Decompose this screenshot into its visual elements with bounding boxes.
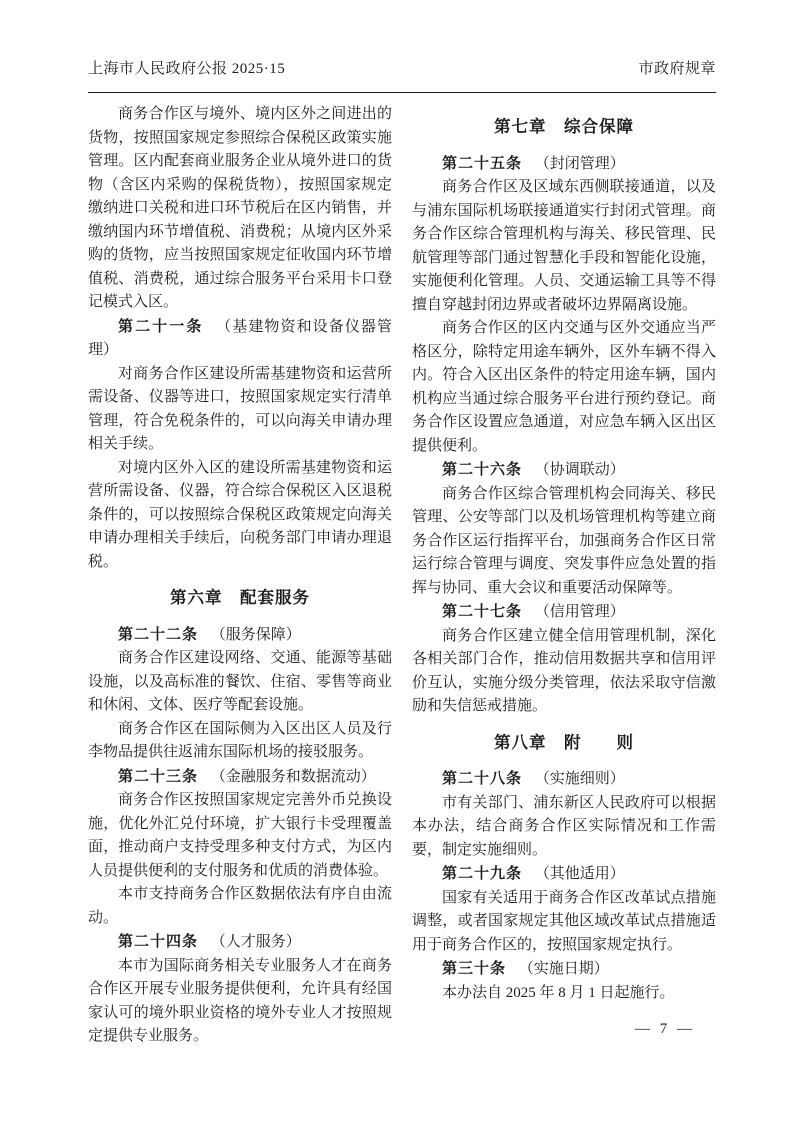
article-title: （基建物资和设备仪器管理） bbox=[88, 318, 392, 358]
article-heading bbox=[88, 315, 392, 363]
paragraph: 商务合作区按照国家规定完善外币兑换设施，优化外汇兑付环境，扩大银行卡受理覆盖面，推动商户支持受理多种支付方式，为区内人员提供便利的支付服务和优质的消费体验。 bbox=[88, 792, 392, 879]
article-title: （信用管理） bbox=[534, 604, 625, 620]
article-title: （协调联动） bbox=[534, 462, 625, 478]
paragraph: 商务合作区的区内交通与区外交通应当严格区分，除特定用途车辆外，区外车辆不得入内。符合入区出区条件的特定用途车辆，国内机构应当通过综合服务平台进行预约登记。商务合作区设置应急通道，对应急车辆入区出区提供便利。 bbox=[412, 320, 716, 454]
paragraph: 国家有关适用于商务合作区改革试点措施调整，或者国家规定其他区域改革试点措施适用于商务合作区的，按照国家规定执行。 bbox=[412, 889, 716, 953]
paragraph: 商务合作区在国际侧为入区出区人员及行李物品提供往返浦东国际机场的接驳服务。 bbox=[88, 720, 392, 760]
article-number: 第二十六条 bbox=[442, 461, 523, 478]
article-title: （服务保障） bbox=[210, 626, 301, 643]
article-number: 第二十四条 bbox=[118, 933, 199, 950]
article-heading bbox=[412, 767, 716, 792]
article-heading bbox=[412, 862, 716, 887]
article-heading bbox=[412, 600, 716, 625]
article-title: （金融服务和数据流动） bbox=[210, 768, 376, 785]
paragraph: 本市支持商务合作区数据依法有序自由流动。 bbox=[88, 886, 392, 926]
paragraph: 商务合作区建立健全信用管理机制，深化各相关部门合作，推动信用数据共享和信用评价互认，实施分级分类管理，依法采取守信激励和失信惩戒措施。 bbox=[412, 627, 716, 714]
article-number: 第三十条 bbox=[442, 960, 507, 977]
paragraph: 市有关部门、浦东新区人民政府可以根据本办法，结合商务合作区实际情况和工作需要，制定实施细则。 bbox=[412, 794, 716, 858]
article-heading bbox=[412, 458, 716, 483]
article-heading bbox=[412, 957, 716, 982]
chapter-heading: 第八章 附 则 bbox=[494, 733, 634, 752]
paragraph: 本市为国际商务相关专业服务人才在商务合作区开展专业服务提供便利，允许具有经国家认可的境外职业资格的境外专业人才按照规定提供专业服务。 bbox=[88, 957, 392, 1044]
article-number: 第二十三条 bbox=[118, 767, 199, 785]
article-title: （人才服务） bbox=[210, 934, 301, 950]
article-title: （封闭管理） bbox=[534, 155, 625, 172]
paragraph: 商务合作区及区域东西侧联接通道，以及与浦东国际机场联接通道实行封闭式管理。商务合作区综合管理机构与海关、移民管理、民航管理等部门通过智慧化手段和智能化设施，实施便利化管理。人员、交通运输工具等不得擅自穿越封闭边界或者破坏边界隔离设施。 bbox=[412, 179, 716, 313]
article-heading bbox=[88, 930, 392, 955]
article-number: 第二十五条 bbox=[442, 154, 523, 172]
article-title: （其他适用） bbox=[534, 866, 625, 882]
article-number: 第二十八条 bbox=[442, 770, 523, 787]
article-number: 第二十七条 bbox=[442, 603, 523, 620]
article-number: 第二十二条 bbox=[118, 625, 199, 643]
paragraph: 本办法自 2025 年 8 月 1 日起施行。 bbox=[442, 984, 675, 1001]
section-label: 市政府规章 bbox=[638, 61, 716, 77]
paragraph: 商务合作区综合管理机构会同海关、移民管理、公安等部门以及机场管理机构等建立商务合作区运行指挥平台，加强商务合作区日常运行综合管理与调度、突发事件应急处置的指挥与协同、重大会议和重要活动保障等。 bbox=[412, 485, 716, 596]
page-footer bbox=[635, 1021, 695, 1038]
page-number: — 7 — bbox=[635, 1021, 695, 1037]
gazette-title: 上海市人民政府公报 2025·15 bbox=[88, 61, 286, 77]
right-column bbox=[412, 103, 716, 1049]
article-title: （实施日期） bbox=[518, 961, 609, 977]
article-title: （实施细则） bbox=[534, 771, 625, 787]
paragraph: 商务合作区建设网络、交通、能源等基础设施，以及高标准的餐饮、住宿、零售等商业和休闲、文体、医疗等配套设施。 bbox=[88, 650, 392, 713]
chapter-heading: 第七章 综合保障 bbox=[494, 118, 634, 136]
paragraph: 对境内区外入区的建设所需基建物资和运营所需设备、仪器，符合综合保税区入区退税条件的，可以按照综合保税区政策规定向海关申请办理相关手续后，向税务部门申请办理退税。 bbox=[88, 459, 392, 570]
article-heading bbox=[88, 623, 392, 648]
article-number: 第二十九条 bbox=[442, 865, 523, 882]
left-column bbox=[88, 103, 392, 1049]
paragraph: 商务合作区与境外、境内区外之间进出的货物，按照国家规定参照综合保税区政策实施管理。区内配套商业服务企业从境外进口的货物（含区内采购的保税货物），按照国家规定缴纳进口关税和进口环节税后在区内销售，并缴纳国内环节增值税、消费税；从境内区外采购的货物，应当按照国家规定征收国内环节增值税、消费税，通过综合服务平台采用卡口登记模式入区。 bbox=[88, 106, 392, 310]
chapter-heading: 第六章 配套服务 bbox=[170, 589, 310, 607]
paragraph: 对商务合作区建设所需基建物资和运营所需设备、仪器等进口，按照国家规定实行清单管理，符合免税条件的，可以向海关申请办理相关手续。 bbox=[88, 365, 392, 452]
article-number: 第二十一条 bbox=[118, 317, 204, 335]
document-body bbox=[88, 103, 716, 1049]
article-heading bbox=[88, 765, 392, 790]
article-heading bbox=[412, 152, 716, 177]
page-header bbox=[88, 60, 716, 93]
